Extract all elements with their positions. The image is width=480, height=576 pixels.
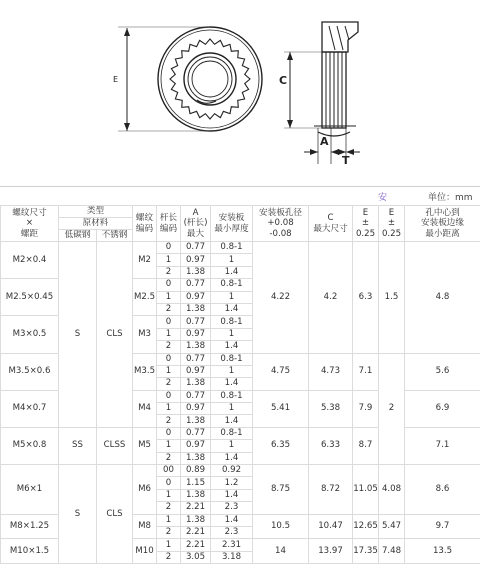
header-min-thickness: 安装板 最小厚度 [211, 206, 253, 242]
edge-distance-cell: 6.9 [405, 390, 480, 427]
edge-distance-cell: 8.6 [405, 465, 480, 515]
shank-code-cell: 0 [157, 427, 181, 439]
hole-diameter-cell: 4.22 [253, 242, 309, 354]
thread-size-cell: M10×1.5 [1, 539, 59, 564]
header-shank-code: 杆长 编码 [157, 206, 181, 242]
header-e1: E ± 0.25 [353, 206, 379, 242]
c-max-cell: 6.33 [309, 427, 353, 464]
e1-cell: 7.1 [353, 353, 379, 390]
e1-cell: 11.05 [353, 465, 379, 515]
a-max-cell: 0.97 [181, 403, 211, 415]
header-type: 类型 [59, 206, 133, 218]
shank-code-cell: 2 [157, 551, 181, 563]
thread-code-cell: M10 [133, 539, 157, 564]
a-max-cell: 2.21 [181, 539, 211, 551]
thread-size-cell: M6×1 [1, 465, 59, 515]
thread-code-cell: M3 [133, 316, 157, 353]
thread-size-cell: M3×0.5 [1, 316, 59, 353]
thread-size-cell: M2×0.4 [1, 242, 59, 279]
hole-diameter-cell: 5.41 [253, 390, 309, 427]
carbon-type-cell: SS [59, 427, 97, 464]
nut-outer-circle [158, 27, 262, 131]
shank-code-cell: 2 [157, 266, 181, 278]
edge-distance-cell: 7.1 [405, 427, 480, 464]
min-thickness-cell: 1 [211, 291, 253, 303]
hole-diameter-cell: 10.5 [253, 514, 309, 539]
min-thickness-cell: 1.4 [211, 341, 253, 353]
min-thickness-cell: 1.2 [211, 477, 253, 489]
shank-code-cell: 2 [157, 415, 181, 427]
hole-diameter-cell: 6.35 [253, 427, 309, 464]
shank-code-cell: 2 [157, 378, 181, 390]
a-max-cell: 0.77 [181, 390, 211, 402]
stainless-type-cell: CLS [97, 465, 133, 564]
shank-code-cell: 0 [157, 316, 181, 328]
a-max-cell: 0.77 [181, 316, 211, 328]
a-max-cell: 0.97 [181, 291, 211, 303]
carbon-type-cell: S [59, 242, 97, 428]
a-max-cell: 0.97 [181, 254, 211, 266]
edge-distance-cell: 13.5 [405, 539, 480, 564]
min-thickness-cell: 1 [211, 403, 253, 415]
dimension-label-t: T [342, 154, 350, 167]
dimension-label-c: C [279, 74, 288, 87]
min-thickness-cell: 2.3 [211, 502, 253, 514]
min-thickness-cell: 0.92 [211, 465, 253, 477]
hole-diameter-cell: 14 [253, 539, 309, 564]
c-max-cell: 10.47 [309, 514, 353, 539]
a-max-cell: 0.77 [181, 427, 211, 439]
shank-code-cell: 0 [157, 477, 181, 489]
min-thickness-cell: 1.4 [211, 303, 253, 315]
thread-code-cell: M8 [133, 514, 157, 539]
shank-code-cell: 1 [157, 539, 181, 551]
shank-code-cell: 1 [157, 514, 181, 526]
e2-cell: 4.08 [379, 465, 405, 515]
carbon-type-cell: S [59, 465, 97, 564]
a-max-cell: 1.38 [181, 415, 211, 427]
nut-side-view [314, 22, 358, 136]
thread-size-cell: M4×0.7 [1, 390, 59, 427]
a-max-cell: 0.97 [181, 328, 211, 340]
edge-distance-cell: 9.7 [405, 514, 480, 539]
min-thickness-cell: 2.31 [211, 539, 253, 551]
e1-cell: 6.3 [353, 242, 379, 354]
a-max-cell: 0.77 [181, 242, 211, 254]
table-row [1, 465, 480, 477]
a-max-cell: 1.38 [181, 452, 211, 464]
e1-cell: 17.35 [353, 539, 379, 564]
header-carbon-steel: 低碳钢 [59, 230, 97, 242]
hole-diameter-cell: 8.75 [253, 465, 309, 515]
c-max-cell: 4.73 [309, 353, 353, 390]
a-max-cell: 1.15 [181, 477, 211, 489]
a-max-cell: 0.97 [181, 365, 211, 377]
a-max-cell: 1.38 [181, 303, 211, 315]
header-a-max: A (杆长) 最大 [181, 206, 211, 242]
min-thickness-cell: 0.8-1 [211, 427, 253, 439]
min-thickness-cell: 0.8-1 [211, 390, 253, 402]
shank-code-cell: 1 [157, 365, 181, 377]
shank-code-cell: 2 [157, 526, 181, 538]
thread-code-cell: M2.5 [133, 279, 157, 316]
table-row [1, 427, 480, 439]
shank-code-cell: 0 [157, 279, 181, 291]
header-thread-code: 螺纹 编码 [133, 206, 157, 242]
a-max-cell: 3.05 [181, 551, 211, 563]
stainless-type-cell: CLSS [97, 427, 133, 464]
header-e2: E ± 0.25 [379, 206, 405, 242]
thread-code-cell: M5 [133, 427, 157, 464]
header-c-max: C 最大尺寸 [309, 206, 353, 242]
a-max-cell: 0.77 [181, 353, 211, 365]
dimension-label-a: A [320, 135, 329, 148]
thread-code-cell: M4 [133, 390, 157, 427]
c-max-cell: 5.38 [309, 390, 353, 427]
thread-code-cell: M2 [133, 242, 157, 279]
a-max-cell: 1.38 [181, 514, 211, 526]
shank-code-cell: 0 [157, 390, 181, 402]
dimension-label-e: E [113, 75, 119, 84]
shank-code-cell: 1 [157, 328, 181, 340]
min-thickness-cell: 0.8-1 [211, 353, 253, 365]
shank-code-cell: 1 [157, 403, 181, 415]
min-thickness-cell: 0.8-1 [211, 316, 253, 328]
min-thickness-cell: 1 [211, 440, 253, 452]
a-max-cell: 1.38 [181, 489, 211, 501]
min-thickness-cell: 1.4 [211, 378, 253, 390]
shank-code-cell: 00 [157, 465, 181, 477]
e1-cell: 12.65 [353, 514, 379, 539]
unit-mark: 安 [378, 193, 388, 203]
e2-cell: 7.48 [379, 539, 405, 564]
header-hole-diameter: 安装板孔径 +0.08 -0.08 [253, 206, 309, 242]
min-thickness-cell: 0.8-1 [211, 279, 253, 291]
a-max-cell: 1.38 [181, 378, 211, 390]
stainless-type-cell: CLS [97, 242, 133, 428]
min-thickness-cell: 1 [211, 365, 253, 377]
shank-code-cell: 2 [157, 502, 181, 514]
serrated-collar [170, 39, 250, 119]
a-max-cell: 0.97 [181, 440, 211, 452]
a-max-cell: 1.38 [181, 266, 211, 278]
thread-code-cell: M3.5 [133, 353, 157, 390]
min-thickness-cell: 2.3 [211, 526, 253, 538]
a-max-cell: 1.38 [181, 341, 211, 353]
hole-diameter-cell: 4.75 [253, 353, 309, 390]
thread-size-cell: M8×1.25 [1, 514, 59, 539]
e2-cell: 2 [379, 353, 405, 465]
shank-code-cell: 1 [157, 254, 181, 266]
e1-cell: 7.9 [353, 390, 379, 427]
min-thickness-cell: 1.4 [211, 266, 253, 278]
shank-code-cell: 2 [157, 341, 181, 353]
table-row [1, 242, 480, 254]
min-thickness-cell: 1 [211, 254, 253, 266]
e1-cell: 8.7 [353, 427, 379, 464]
a-max-cell: 0.77 [181, 279, 211, 291]
unit-label: 单位：mm [428, 193, 473, 203]
spec-table [0, 205, 480, 564]
shank-code-cell: 1 [157, 291, 181, 303]
e2-cell: 1.5 [379, 242, 405, 354]
shank-code-cell: 0 [157, 242, 181, 254]
shank-code-cell: 1 [157, 440, 181, 452]
c-max-cell: 4.2 [309, 242, 353, 354]
min-thickness-cell: 1.4 [211, 415, 253, 427]
shank-code-cell: 2 [157, 303, 181, 315]
thread-size-cell: M3.5×0.6 [1, 353, 59, 390]
a-max-cell: 2.21 [181, 502, 211, 514]
min-thickness-cell: 1.4 [211, 452, 253, 464]
edge-distance-cell: 5.6 [405, 353, 480, 390]
header-size: 螺纹尺寸 × 螺距 [1, 206, 59, 242]
thread-code-cell: M6 [133, 465, 157, 515]
c-max-cell: 8.72 [309, 465, 353, 515]
c-max-cell: 13.97 [309, 539, 353, 564]
nut-technical-drawing [0, 0, 480, 186]
shank-code-cell: 0 [157, 353, 181, 365]
e2-cell: 5.47 [379, 514, 405, 539]
a-max-cell: 2.21 [181, 526, 211, 538]
header-material: 原材料 [59, 218, 133, 230]
min-thickness-cell: 1 [211, 328, 253, 340]
unit-row [0, 186, 480, 205]
min-thickness-cell: 0.8-1 [211, 242, 253, 254]
header-edge-distance: 孔中心到 安装板边缘 最小距离 [405, 206, 480, 242]
thread-size-cell: M5×0.8 [1, 427, 59, 464]
shank-code-cell: 1 [157, 489, 181, 501]
shank-code-cell: 2 [157, 452, 181, 464]
min-thickness-cell: 1.4 [211, 489, 253, 501]
header-stainless-steel: 不锈钢 [97, 230, 133, 242]
a-max-cell: 0.89 [181, 465, 211, 477]
min-thickness-cell: 1.4 [211, 514, 253, 526]
min-thickness-cell: 3.18 [211, 551, 253, 563]
thread-size-cell: M2.5×0.45 [1, 279, 59, 316]
edge-distance-cell: 4.8 [405, 242, 480, 354]
